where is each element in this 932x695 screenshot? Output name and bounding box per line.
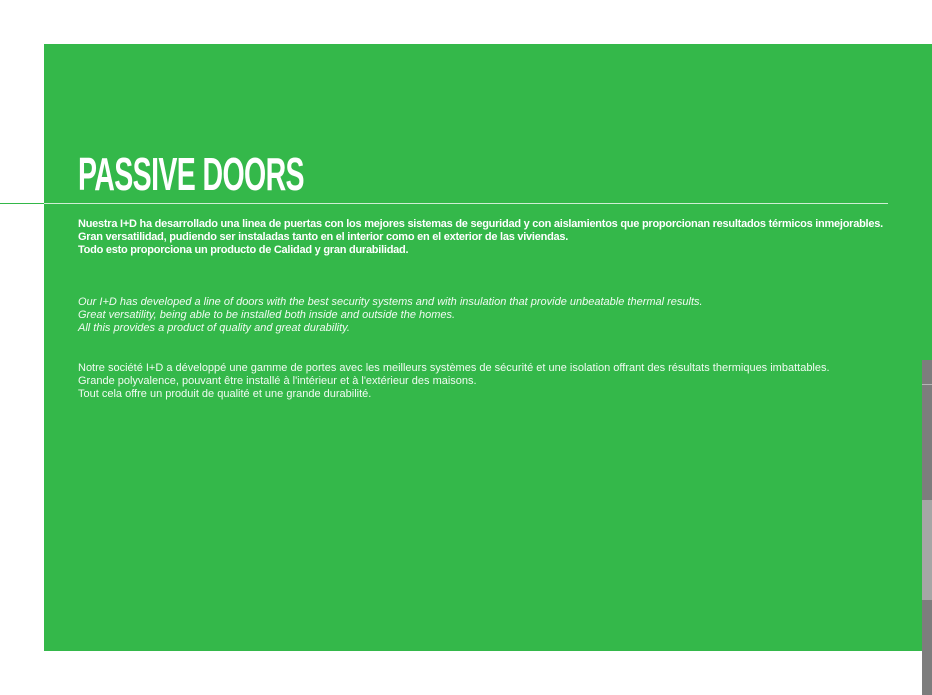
scrollbar-thumb[interactable] — [922, 500, 932, 600]
spanish-paragraph-2: Gran versatilidad, pudiendo ser instaladas tanto en el interior como en el exterior de las viviendas. — [78, 231, 569, 243]
french-description — [78, 362, 890, 401]
french-paragraph-1: Notre société I+D a développé une gamme de portes avec les meilleurs systèmes de sécurité et une isolation offrant des résultats thermiques imbattables. — [78, 362, 830, 374]
spanish-paragraph-1: Nuestra I+D ha desarrollado una linea de puertas con los mejores sistemas de seguridad y con aislamientos que proporcionan resultados térmicos inmejorables. — [78, 218, 883, 230]
scrollbar-notch — [922, 384, 932, 385]
english-description — [78, 296, 890, 335]
spanish-description — [78, 218, 890, 257]
spanish-paragraph-3: Todo esto proporciona un producto de Calidad y gran durabilidad. — [78, 244, 409, 256]
vertical-scrollbar[interactable] — [922, 360, 932, 695]
english-paragraph-1: Our I+D has developed a line of doors with the best security systems and with insulation that provide unbeatable thermal results. — [78, 296, 703, 308]
title-underline-rule — [44, 203, 888, 204]
french-paragraph-3: Tout cela offre un produit de qualité et une grande durabilité. — [78, 388, 372, 400]
green-content-panel — [44, 44, 932, 651]
page-title: PASSIVE DOORS — [78, 148, 304, 200]
left-accent-rule — [0, 203, 44, 204]
english-paragraph-3: All this provides a product of quality and great durability. — [78, 322, 350, 334]
english-paragraph-2: Great versatility, being able to be installed both inside and outside the homes. — [78, 309, 456, 321]
french-paragraph-2: Grande polyvalence, pouvant être installé à l'intérieur et à l'extérieur des maisons. — [78, 375, 477, 387]
